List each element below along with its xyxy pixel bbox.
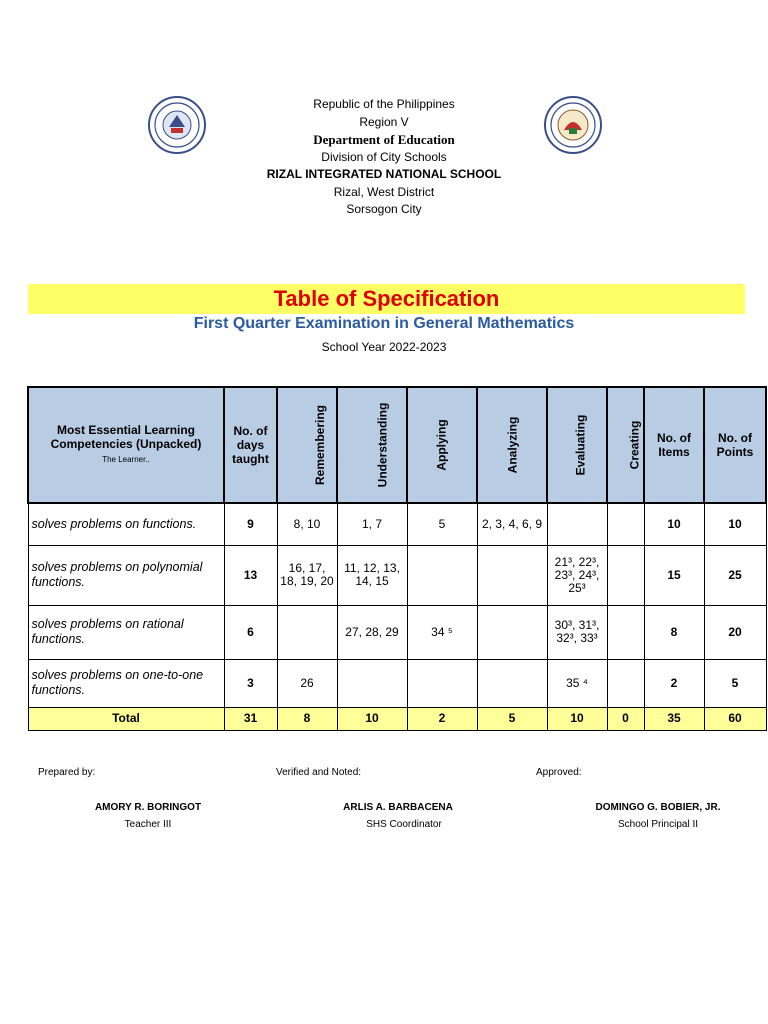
cell-analyzing	[477, 545, 547, 605]
cell-competency: solves problems on functions.	[28, 503, 224, 545]
cell-analyzing	[477, 605, 547, 659]
prepared-label: Prepared by:	[38, 767, 96, 778]
header-applying: Applying	[407, 387, 477, 503]
header-items: No. of Items	[644, 387, 704, 503]
prepared-name: AMORY R. BORINGOT	[94, 802, 202, 813]
cell-applying	[407, 545, 477, 605]
cell-competency: solves problems on polynomial functions.	[28, 545, 224, 605]
republic-line: Republic of the Philippines	[313, 97, 455, 111]
cell-remembering: 26	[277, 659, 337, 707]
header-learner: The Learner..	[102, 455, 150, 464]
approved-name: DOMINGO G. BOBIER, JR.	[595, 802, 721, 813]
cell-competency: solves problems on one-to-one functions.	[28, 659, 224, 707]
verified-role: SHS Coordinator	[366, 819, 442, 830]
cell-evaluating: 35 ⁴	[547, 659, 607, 707]
school-line: RIZAL INTEGRATED NATIONAL SCHOOL	[266, 167, 502, 181]
title-band	[28, 284, 745, 314]
cell-applying: 34 ⁵	[407, 605, 477, 659]
cell-analyzing: 2, 3, 4, 6, 9	[477, 503, 547, 545]
header-analyzing: Analyzing	[477, 387, 547, 503]
cell-remembering: 16, 17, 18, 19, 20	[277, 545, 337, 605]
cell-creating	[607, 503, 644, 545]
region-line: Region V	[359, 114, 409, 129]
header-creating: Creating	[607, 387, 644, 503]
cell-creating	[607, 605, 644, 659]
approved-role: School Principal II	[617, 819, 699, 830]
total-evaluating: 10	[547, 707, 607, 730]
cell-items: 2	[644, 659, 704, 707]
cell-analyzing	[477, 659, 547, 707]
cell-days: 13	[224, 545, 277, 605]
header-understanding: Understanding	[337, 387, 407, 503]
cell-understanding: 27, 28, 29	[337, 605, 407, 659]
header-remembering: Remembering	[277, 387, 337, 503]
cell-understanding	[337, 659, 407, 707]
cell-evaluating	[547, 503, 607, 545]
cell-creating	[607, 545, 644, 605]
table-row	[28, 659, 766, 707]
school-year: School Year 2022-2023	[321, 340, 447, 354]
approved-label: Approved:	[536, 767, 582, 778]
total-items: 35	[644, 707, 704, 730]
header-mel	[28, 387, 224, 503]
header-evaluating: Evaluating	[547, 387, 607, 503]
cell-points: 5	[704, 659, 766, 707]
total-days: 31	[224, 707, 277, 730]
total-understanding: 10	[337, 707, 407, 730]
total-creating: 0	[607, 707, 644, 730]
exam-subtitle: First Quarter Examination in General Mathematics	[193, 315, 575, 332]
table-row	[28, 503, 766, 545]
cell-items: 10	[644, 503, 704, 545]
cell-understanding: 11, 12, 13, 14, 15	[337, 545, 407, 605]
total-remembering: 8	[277, 707, 337, 730]
cell-applying: 5	[407, 503, 477, 545]
cell-items: 8	[644, 605, 704, 659]
header-days: No. of days taught	[224, 387, 277, 503]
header-points: No. of Points	[704, 387, 766, 503]
total-points: 60	[704, 707, 766, 730]
prepared-role: Teacher III	[124, 819, 172, 830]
page-title: Table of Specification	[273, 286, 500, 311]
total-row	[28, 707, 766, 730]
division-line: Division of City Schools	[321, 149, 447, 164]
district-line: Rizal, West District	[333, 184, 435, 199]
cell-points: 10	[704, 503, 766, 545]
cell-days: 9	[224, 503, 277, 545]
cell-points: 25	[704, 545, 766, 605]
cell-competency: solves problems on rational functions.	[28, 605, 224, 659]
cell-applying	[407, 659, 477, 707]
verified-label: Verified and Noted:	[276, 767, 362, 778]
table-row	[28, 545, 766, 605]
cell-days: 6	[224, 605, 277, 659]
verified-name: ARLIS A. BARBACENA	[343, 802, 453, 813]
cell-understanding: 1, 7	[337, 503, 407, 545]
city-line: Sorsogon City	[346, 202, 422, 216]
department-line: Department of Education	[313, 132, 455, 147]
cell-days: 3	[224, 659, 277, 707]
header-mel-label: Most Essential Learning Competencies (Unpacked)	[50, 423, 202, 451]
cell-points: 20	[704, 605, 766, 659]
cell-items: 15	[644, 545, 704, 605]
cell-remembering	[277, 605, 337, 659]
total-analyzing: 5	[477, 707, 547, 730]
letterhead	[0, 96, 768, 219]
cell-remembering: 8, 10	[277, 503, 337, 545]
table-header-row	[28, 387, 766, 503]
specification-table	[27, 386, 767, 731]
cell-evaluating: 30³, 31³, 32³, 33³	[547, 605, 607, 659]
total-label: Total	[28, 707, 224, 730]
cell-evaluating: 21³, 22³, 23³, 24³, 25³	[547, 545, 607, 605]
total-applying: 2	[407, 707, 477, 730]
cell-creating	[607, 659, 644, 707]
table-row	[28, 605, 766, 659]
